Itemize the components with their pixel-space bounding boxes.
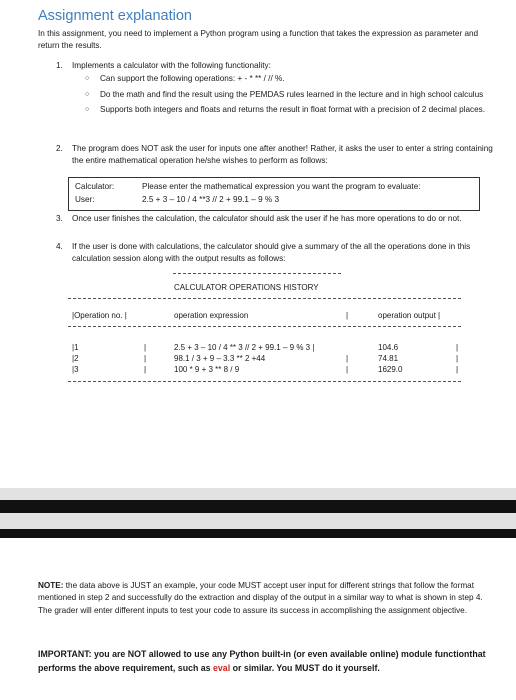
page-separator-bar bbox=[0, 500, 516, 513]
row-separator: | bbox=[144, 365, 147, 374]
row-end: | bbox=[456, 354, 459, 363]
list-number: 1. bbox=[56, 61, 63, 70]
row-separator: | bbox=[346, 365, 349, 374]
sublist-text: Can support the following operations: + - * ** / // %. bbox=[100, 74, 285, 83]
divider bbox=[68, 326, 461, 327]
header-separator: | bbox=[346, 311, 349, 320]
list-item-1 bbox=[38, 60, 494, 72]
list-item-2 bbox=[38, 143, 494, 166]
user-label: User: bbox=[75, 195, 95, 204]
header-operation-no: |Operation no. | bbox=[72, 311, 127, 320]
list-number: 2. bbox=[56, 144, 63, 153]
example-box bbox=[68, 177, 480, 211]
important-paragraph bbox=[38, 648, 486, 675]
list-item-3 bbox=[38, 213, 494, 225]
important-text-end: or similar. You MUST do it yourself. bbox=[230, 662, 380, 673]
header-expression: operation expression bbox=[174, 311, 249, 320]
sublist-item-3 bbox=[85, 104, 494, 116]
list-text: Implements a calculator with the following functionality: bbox=[72, 61, 271, 70]
page-separator-bar bbox=[0, 529, 516, 538]
important-text: IMPORTANT: you are NOT allowed to use any Python built-in (or even available online) module functionthat performs the above requirement, such as bbox=[38, 649, 486, 673]
sublist-text: Do the math and find the result using the PEMDAS rules learned in the lecture and in high school calculus bbox=[100, 89, 484, 99]
row-output: 74.81 bbox=[378, 354, 399, 363]
header-output: operation output | bbox=[378, 311, 441, 320]
divider bbox=[68, 298, 461, 299]
sublist-text: Supports both integers and floats and returns the result in float format with a precision of 2 decimal places. bbox=[100, 105, 486, 114]
history-title: CALCULATOR OPERATIONS HISTORY bbox=[174, 283, 319, 292]
row-separator: | bbox=[144, 343, 147, 352]
circle-bullet-icon: ○ bbox=[85, 90, 90, 98]
calculator-label: Calculator: bbox=[75, 182, 115, 191]
list-text: Once user finishes the calculation, the calculator should ask the user if he has more operations to do or not. bbox=[72, 214, 462, 223]
circle-bullet-icon: ○ bbox=[85, 75, 90, 82]
row-separator: | bbox=[346, 354, 349, 363]
list-text: The program does NOT ask the user for inputs one after another! Rather, it asks the user to enter a string containing the entire mathematical operation he/she wishes to perform as follows: bbox=[72, 144, 493, 165]
sublist-item-1 bbox=[85, 73, 494, 85]
row-end: | bbox=[456, 343, 459, 352]
row-output: 104.6 bbox=[378, 343, 399, 352]
list-item-4 bbox=[38, 241, 494, 264]
circle-bullet-icon: ○ bbox=[85, 106, 90, 113]
intro-paragraph: In this assignment, you need to implement a Python program using a function that takes the expression as parameter and return the results. bbox=[38, 29, 479, 50]
list-number: 4. bbox=[56, 242, 63, 251]
row-end: | bbox=[456, 365, 459, 374]
row-output: 1629.0 bbox=[378, 365, 403, 374]
sublist-item-2 bbox=[85, 89, 494, 101]
note-text: the data above is JUST an example, your code MUST accept user input for different strings that follow the format mentioned in step 2 and successfully do the extraction and display of the output in a similar way to what is shown in step 4. The grader will enter different inputs to test your code to assure its success in accomplishing the assignment objective. bbox=[38, 581, 483, 615]
list-number: 3. bbox=[56, 214, 63, 223]
divider bbox=[173, 273, 341, 274]
sublist bbox=[38, 73, 494, 116]
page-gap bbox=[0, 488, 516, 500]
row-expression: 2.5 + 3 – 10 / 4 ** 3 // 2 + 99.1 – 9 % 3 | bbox=[174, 343, 315, 352]
user-input-example: 2.5 + 3 – 10 / 4 **3 // 2 + 99.1 – 9 % 3 bbox=[142, 195, 280, 204]
row-expression: 98.1 / 3 + 9 – 3.3 ** 2 +44 bbox=[174, 354, 266, 363]
note-label: NOTE: bbox=[38, 581, 64, 590]
row-expression: 100 * 9 + 3 ** 8 / 9 bbox=[174, 365, 240, 374]
calculator-prompt: Please enter the mathematical expression you want the program to evaluate: bbox=[142, 182, 421, 191]
row-no: |3 bbox=[72, 365, 79, 374]
row-no: |2 bbox=[72, 354, 79, 363]
page-title: Assignment explanation bbox=[38, 8, 192, 24]
eval-keyword: eval bbox=[213, 662, 231, 673]
note-paragraph bbox=[38, 580, 486, 617]
divider bbox=[68, 381, 461, 382]
page-gap bbox=[0, 513, 516, 529]
row-no: |1 bbox=[72, 343, 79, 352]
row-separator: | bbox=[144, 354, 147, 363]
list-text: If the user is done with calculations, the calculator should give a summary of the all the operations done in this calculation session along with the output results as follows: bbox=[72, 242, 471, 263]
